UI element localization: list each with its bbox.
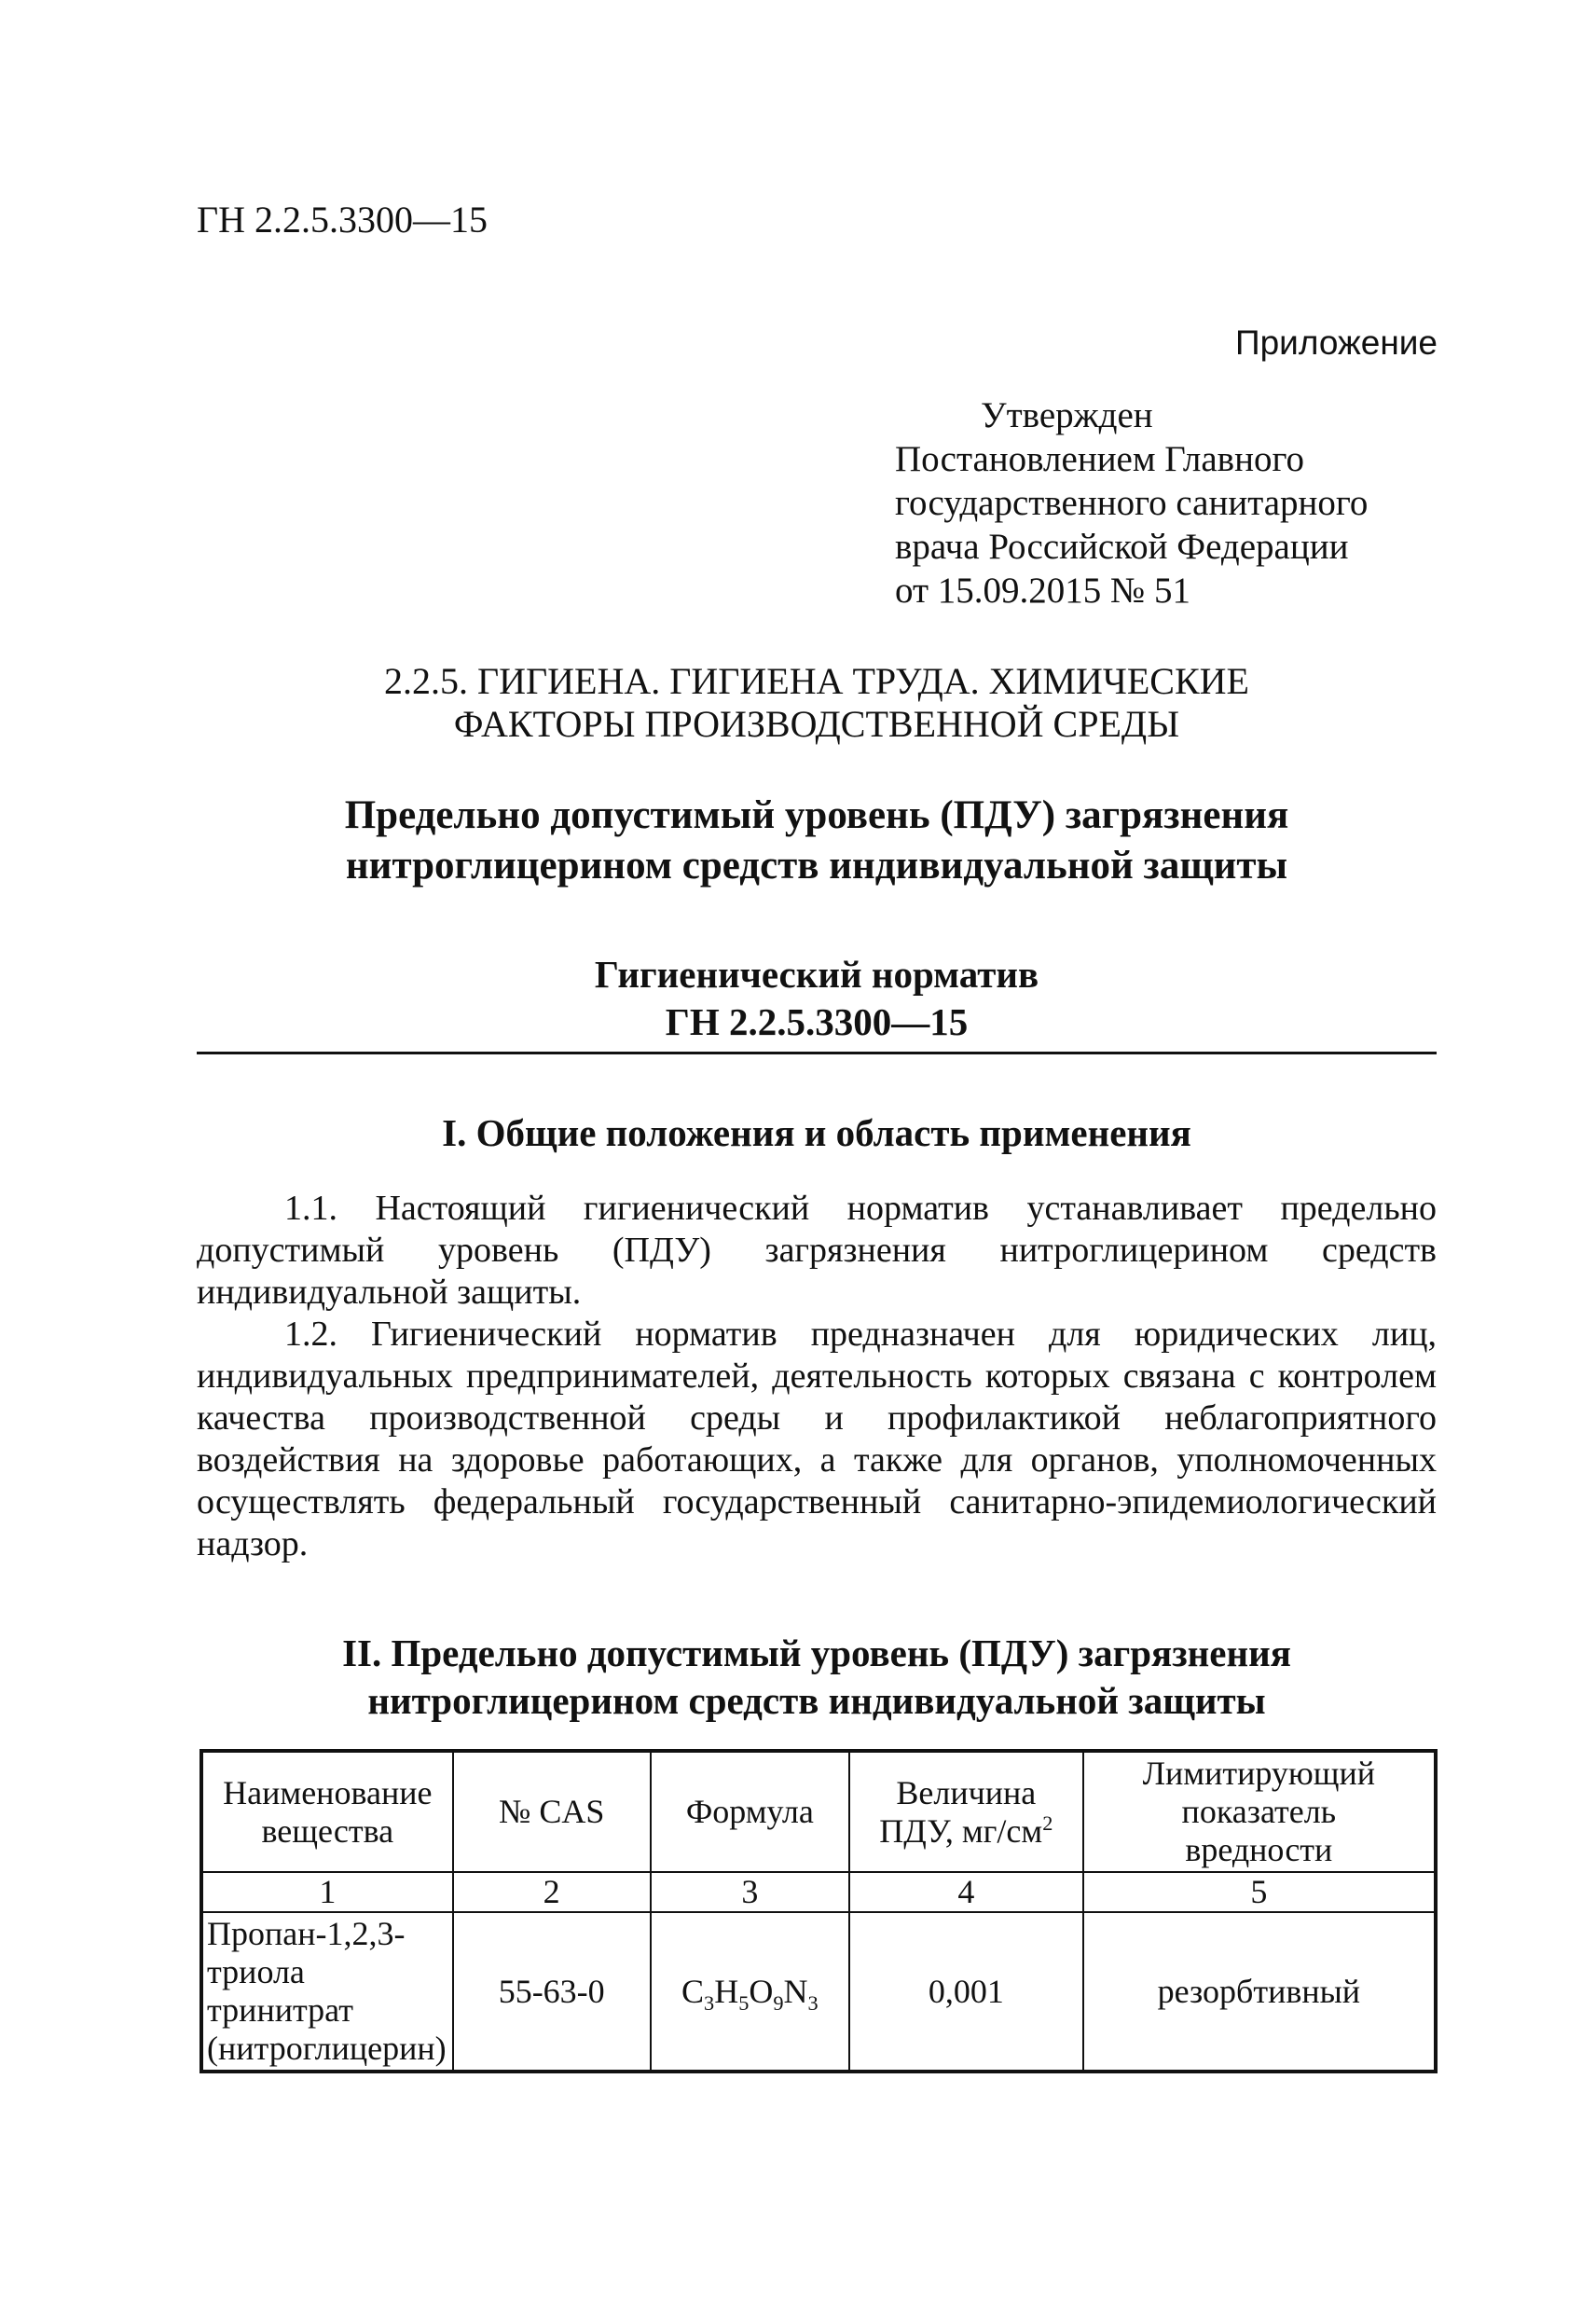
section-heading-line: 2.2.5. ГИГИЕНА. ГИГИЕНА ТРУДА. ХИМИЧЕСКИЕ	[384, 660, 1249, 702]
norm-title-line: Гигиенический норматив	[594, 953, 1039, 996]
document-title-line: Предельно допустимый уровень (ПДУ) загрязнения	[344, 793, 1289, 837]
header-substance-name: Наименование вещества	[201, 1751, 453, 1872]
substance-name-cell: Пропан-1,2,3- триола тринитрат (нитроглицерин)	[201, 1912, 453, 2072]
column-number: 5	[1083, 1872, 1436, 1912]
approval-line: государственного санитарного	[895, 483, 1369, 523]
column-number: 3	[651, 1872, 849, 1912]
limiting-indicator-cell: резорбтивный	[1083, 1912, 1436, 2072]
section-heading-line: ФАКТОРЫ ПРОИЗВОДСТВЕННОЙ СРЕДЫ	[453, 703, 1180, 745]
document-title-line: нитроглицерином средств индивидуальной защиты	[345, 844, 1288, 888]
header-cas-number: № CAS	[453, 1751, 651, 1872]
paragraph-1-1: 1.1. Настоящий гигиенический норматив устанавливает предельно допустимый уровень (ПДУ) загрязнения нитроглицерином средств индивидуальной защиты.	[197, 1189, 1437, 1312]
column-number-row	[201, 1872, 1436, 1912]
header-limiting-indicator: Лимитирующий показатель вредности	[1083, 1751, 1436, 1872]
pdu-table	[200, 1749, 1438, 2073]
section-1-title: I. Общие положения и область применения	[442, 1111, 1191, 1154]
column-number: 4	[849, 1872, 1083, 1912]
column-number: 1	[201, 1872, 453, 1912]
pdu-value-cell: 0,001	[849, 1912, 1083, 2072]
norm-code: ГН 2.2.5.3300—15	[665, 1000, 969, 1043]
approval-line: Утвержден	[981, 395, 1153, 435]
column-number: 2	[453, 1872, 651, 1912]
title-divider	[197, 1052, 1437, 1054]
formula-cell: $C_3H_5O_9N_3$	[651, 1912, 849, 2072]
section-heading	[197, 660, 1437, 746]
approval-line: врача Российской Федерации	[895, 527, 1349, 567]
appendix-label: Приложение	[1234, 324, 1438, 362]
header-formula: Формула	[651, 1751, 849, 1872]
header-pdu-value: Величина ПДУ, $мг/см^2$	[849, 1751, 1083, 1872]
approval-block	[895, 393, 1368, 613]
approval-line: Постановлением Главного	[895, 439, 1304, 479]
section-2-title-line: нитроглицерином средств индивидуальной защиты	[367, 1679, 1266, 1722]
table-header-row	[201, 1751, 1436, 1872]
approval-line: от 15.09.2015 № 51	[895, 571, 1190, 611]
table-row	[201, 1912, 1436, 2072]
section-2-title	[197, 1630, 1437, 1725]
norm-title	[197, 951, 1437, 1046]
cas-number-cell: 55-63-0	[453, 1912, 651, 2072]
section-2-title-line: II. Предельно допустимый уровень (ПДУ) загрязнения	[342, 1631, 1291, 1674]
document-title	[197, 791, 1437, 891]
section-1-body	[197, 1188, 1437, 1565]
running-header-doc-code: ГН 2.2.5.3300—15	[197, 199, 488, 241]
paragraph-1-2: 1.2. Гигиенический норматив предназначен для юридических лиц, индивидуальных предпринимателей, деятельность которых связана с контролем качества производственной среды и профилактикой неблагоприятного воздействия на здоровье работающих, а также для органов, уполномоченных осуществлять федеральный государственный санитарно-эпидемиологический надзор.	[197, 1315, 1437, 1563]
